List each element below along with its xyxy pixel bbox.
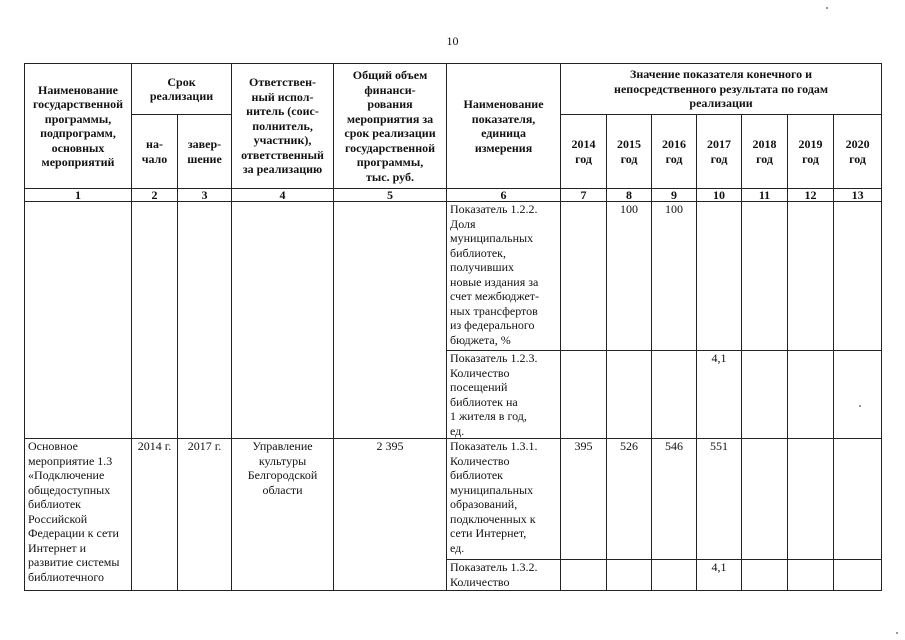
value-cell: 395 [561, 439, 607, 560]
column-number: 4 [232, 189, 334, 202]
value-cell [697, 202, 742, 351]
header-year-2014: 2014 год [561, 115, 607, 189]
value-cell [788, 202, 834, 351]
column-number: 7 [561, 189, 607, 202]
header-year-2019: 2019 год [788, 115, 834, 189]
column-number: 1 [25, 189, 132, 202]
column-number: 3 [178, 189, 232, 202]
header-year-2018: 2018 год [742, 115, 788, 189]
end-cell [178, 202, 232, 439]
header-executor: Ответствен- ный испол- нитель (соис- полнитель, участник), ответственный за реализацию [232, 64, 334, 189]
column-number: 9 [652, 189, 697, 202]
program-name-cell [25, 202, 132, 439]
column-number: 11 [742, 189, 788, 202]
column-number: 10 [697, 189, 742, 202]
value-cell: 551 [697, 439, 742, 560]
header-year-2015: 2015 год [607, 115, 652, 189]
column-number: 12 [788, 189, 834, 202]
table-row [25, 202, 882, 351]
value-cell [788, 439, 834, 560]
value-cell [742, 351, 788, 439]
value-cell [561, 560, 607, 591]
column-number: 5 [334, 189, 447, 202]
value-cell: 4,1 [697, 560, 742, 591]
start-cell: 2014 г. [132, 439, 178, 591]
value-cell: 546 [652, 439, 697, 560]
value-cell [742, 202, 788, 351]
column-number: 13 [834, 189, 882, 202]
value-cell [788, 560, 834, 591]
value-cell [652, 560, 697, 591]
indicator-cell: Показатель 1.2.3. Количество посещений библиотек на 1 жителя в год, ед. [447, 351, 561, 439]
indicator-cell: Показатель 1.3.1. Количество библиотек муниципальных образований, подключенных к сети Интернет, ед. [447, 439, 561, 560]
header-end: завер- шение [178, 115, 232, 189]
program-name-cell: Основное мероприятие 1.3 «Подключение общедоступных библиотек Российской Федерации к сети Интернет и развитие системы библиотечного [25, 439, 132, 591]
value-cell: 4,1 [697, 351, 742, 439]
value-cell: 526 [607, 439, 652, 560]
value-cell [834, 351, 882, 439]
column-number: 8 [607, 189, 652, 202]
header-year-2020: 2020 год [834, 115, 882, 189]
end-cell: 2017 г. [178, 439, 232, 591]
executor-cell: Управление культуры Белгородской области [232, 439, 334, 591]
start-cell [132, 202, 178, 439]
header-values-by-year: Значение показателя конечного и непосредственного результата по годам реализации [561, 64, 882, 115]
indicator-cell: Показатель 1.3.2. Количество [447, 560, 561, 591]
scan-speck [896, 632, 898, 634]
column-number: 2 [132, 189, 178, 202]
value-cell [607, 351, 652, 439]
value-cell: 100 [607, 202, 652, 351]
page-number: 10 [446, 34, 459, 48]
value-cell [561, 351, 607, 439]
value-cell [652, 351, 697, 439]
value-cell [607, 560, 652, 591]
scan-speck [859, 405, 861, 407]
header-indicator: Наименование показателя, единица измерения [447, 64, 561, 189]
value-cell [742, 439, 788, 560]
header-year-2016: 2016 год [652, 115, 697, 189]
value-cell [742, 560, 788, 591]
value-cell [834, 202, 882, 351]
indicator-cell: Показатель 1.2.2. Доля муниципальных библиотек, получивших новые издания за счет межбюджет- ных трансфертов из федерального бюджета, % [447, 202, 561, 351]
header-implementation-period: Срок реализации [132, 64, 232, 115]
header-program-name: Наименование государственной программы, подпрограмм, основных мероприятий [25, 64, 132, 189]
funding-cell: 2 395 [334, 439, 447, 591]
value-cell [834, 439, 882, 560]
executor-cell [232, 202, 334, 439]
value-cell [561, 202, 607, 351]
scan-speck [826, 7, 828, 9]
value-cell [788, 351, 834, 439]
header-start: на- чало [132, 115, 178, 189]
column-number: 6 [447, 189, 561, 202]
header-year-2017: 2017 год [697, 115, 742, 189]
header-funding: Общий объем финанси- рования мероприятия за срок реализации государственной программы, тыс. руб. [334, 64, 447, 189]
value-cell [834, 560, 882, 591]
table-row [25, 439, 882, 560]
indicators-table [24, 63, 882, 591]
funding-cell [334, 202, 447, 439]
value-cell: 100 [652, 202, 697, 351]
